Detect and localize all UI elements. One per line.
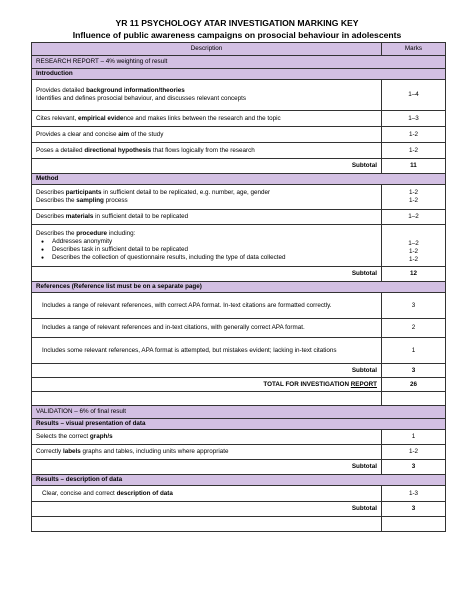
table-row: [32, 486, 446, 502]
criterion-text: Cites relevant,: [36, 114, 78, 122]
marks-cell: 1: [382, 338, 446, 364]
subsection-heading-row: [32, 69, 446, 80]
subtotal-row: [32, 460, 446, 475]
marks-cell: 3: [382, 293, 446, 319]
table-row: [32, 225, 446, 267]
subtotal-row: [32, 502, 446, 517]
total-label-underlined: REPORT: [350, 380, 377, 388]
criterion-keyword: aim: [118, 130, 130, 138]
table-row: [32, 127, 446, 143]
criterion-keyword: labels: [62, 448, 81, 455]
criterion-cell: [32, 338, 382, 364]
criterion-cell: [32, 210, 382, 225]
results-description-heading: Results – description of data: [32, 475, 446, 486]
table-row: [32, 293, 446, 319]
table-row: [32, 210, 446, 225]
section-heading-row: [32, 406, 446, 419]
subtotal-row: [32, 364, 446, 378]
marks-cell: 1–4: [382, 80, 446, 111]
subtotal-row: [32, 159, 446, 174]
criterion-text: Describes: [36, 189, 66, 196]
validation-heading: VALIDATION – 6% of final result: [32, 406, 446, 419]
empty-cell: [382, 392, 446, 406]
criterion-keyword: background information/theories: [86, 87, 185, 94]
criterion-text: Poses a detailed: [36, 146, 85, 154]
table-row: [32, 430, 446, 445]
criterion-keyword: graph/s: [89, 433, 113, 440]
criterion-keyword: sampling: [76, 197, 104, 204]
subtotal-label: Subtotal: [32, 460, 382, 475]
subsection-heading-row: [32, 174, 446, 185]
criterion-text: Correctly: [36, 448, 63, 455]
table-row: [32, 143, 446, 159]
criterion-text: Includes some relevant references, APA format is attempted, but mistakes evident; lacking in-text citations: [42, 346, 337, 354]
marks-cell: 1-2: [382, 445, 446, 460]
criterion-keyword: directional hypothesis: [84, 146, 152, 154]
document-subtitle: Influence of public awareness campaigns on prosocial behaviour in adolescents: [72, 30, 402, 40]
subtotal-value: 3: [382, 364, 446, 378]
marks-cell: 1-3: [382, 486, 446, 502]
criterion-text: Includes a range of relevant references, with correct APA format. In-text citations are formatted correctly.: [42, 301, 332, 309]
subtotal-value: 3: [382, 460, 446, 475]
criterion-text: Describes the: [36, 229, 77, 237]
method-heading: Method: [32, 174, 446, 185]
table-row: [32, 185, 446, 210]
marks-cell: 1-2: [382, 143, 446, 159]
marks-column-header: Marks: [382, 43, 446, 56]
empty-cell: [32, 392, 382, 406]
criterion-text: in sufficient detail to be replicated, e.g. number, age, gender: [101, 189, 271, 196]
criterion-text: Provides detailed: [36, 87, 87, 94]
empty-cell: [382, 517, 446, 532]
subtotal-label: Subtotal: [32, 159, 382, 174]
total-value: 26: [382, 378, 446, 392]
research-report-heading: RESEARCH REPORT – 4% weighting of result: [32, 56, 446, 69]
results-visual-heading: Results – visual presentation of data: [32, 419, 446, 430]
table-header-row: [32, 43, 446, 56]
subtotal-label: Subtotal: [32, 364, 382, 378]
criterion-text: process: [103, 197, 128, 204]
criterion-cell: [32, 185, 382, 210]
table-row: [32, 319, 446, 338]
document-title: YR 11 PSYCHOLOGY ATAR INVESTIGATION MARKING KEY: [115, 18, 359, 28]
criterion-keyword: participants: [65, 189, 102, 196]
criterion-text: Selects the correct: [36, 433, 90, 440]
criterion-text: of the study: [129, 130, 164, 138]
marks-cell: 1: [382, 430, 446, 445]
list-item: ● Describes the collection of questionnaire results, including the type of data collected: [52, 254, 377, 262]
total-row: [32, 378, 446, 392]
total-label: [32, 378, 382, 392]
criterion-text: Includes a range of relevant references and in-text citations, with generally correct APA format.: [42, 324, 305, 331]
total-label-text: TOTAL FOR INVESTIGATION: [263, 380, 351, 388]
marks-cell: 1–3: [382, 111, 446, 127]
marks-cell: [382, 225, 446, 267]
criterion-keyword: description of data: [116, 489, 173, 497]
marks-cell: 2: [382, 319, 446, 338]
criterion-text: that flows logically from the research: [151, 146, 255, 154]
description-column-header: Description: [32, 43, 382, 56]
spacer-row: [32, 392, 446, 406]
criterion-text: in sufficient detail to be replicated: [93, 213, 189, 220]
criterion-cell: [32, 319, 382, 338]
subtotal-row: [32, 267, 446, 282]
criterion-cell: [32, 111, 382, 127]
subtotal-value: 12: [382, 267, 446, 282]
table-row: [32, 80, 446, 111]
criterion-text: Identifies and defines prosocial behaviour, and discusses relevant concepts: [36, 95, 247, 102]
list-item: ● Describes task in sufficient detail to be replicated: [52, 246, 377, 254]
subsection-heading-row: [32, 475, 446, 486]
procedure-bullet-list: [36, 238, 377, 262]
criterion-text: Clear, concise and correct: [42, 489, 117, 497]
table-row: [32, 338, 446, 364]
marks-cell: [382, 185, 446, 210]
criterion-text: Describes: [36, 213, 66, 220]
criterion-cell: [32, 143, 382, 159]
criterion-text: nce and makes links between the research and the topic: [123, 114, 281, 122]
spacer-row: [32, 517, 446, 532]
criterion-keyword: empirical evide: [78, 114, 124, 122]
criterion-cell: [32, 445, 382, 460]
criterion-text: Describes the: [36, 197, 77, 204]
criterion-text: including:: [107, 229, 136, 237]
empty-cell: [32, 517, 382, 532]
criterion-cell: [32, 80, 382, 111]
mark-value: 1-2: [408, 248, 419, 255]
marking-key-table: [31, 42, 446, 532]
introduction-heading: Introduction: [32, 69, 446, 80]
mark-value: 1-2: [408, 189, 419, 196]
criterion-cell: [32, 430, 382, 445]
mark-value: 1-2: [408, 256, 419, 263]
criterion-keyword: materials: [65, 213, 94, 220]
subsection-heading-row: [32, 282, 446, 293]
marks-cell: 1–2: [382, 210, 446, 225]
marks-cell: 1-2: [382, 127, 446, 143]
table-row: [32, 111, 446, 127]
criterion-keyword: procedure: [76, 229, 108, 237]
subtotal-label: Subtotal: [32, 267, 382, 282]
criterion-cell: [32, 225, 382, 267]
subtotal-value: 11: [382, 159, 446, 174]
subtotal-label: Subtotal: [32, 502, 382, 517]
references-heading: References (Reference list must be on a separate page): [32, 282, 446, 293]
list-item: ● Addresses anonymity: [52, 238, 377, 246]
criterion-text: graphs and tables, including units where appropriate: [80, 448, 229, 455]
criterion-cell: [32, 127, 382, 143]
section-heading-row: [32, 56, 446, 69]
mark-value: 1–2: [408, 240, 419, 247]
subtotal-value: 3: [382, 502, 446, 517]
criterion-cell: [32, 293, 382, 319]
criterion-cell: [32, 486, 382, 502]
criterion-text: Provides a clear and concise: [36, 130, 119, 138]
subsection-heading-row: [32, 419, 446, 430]
table-row: [32, 445, 446, 460]
mark-value: 1-2: [408, 197, 419, 204]
